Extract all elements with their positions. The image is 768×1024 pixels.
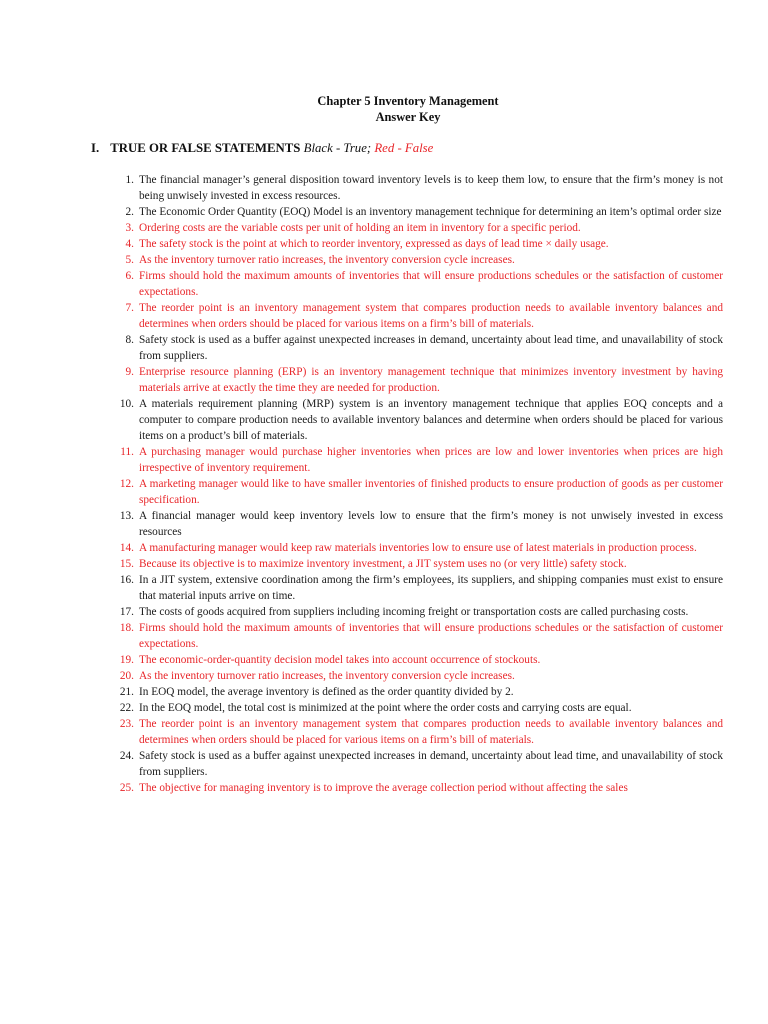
statement-text: As the inventory turnover ratio increases, the inventory conversion cycle increases. — [139, 670, 515, 682]
statement-text: The costs of goods acquired from suppliers including incoming freight or transportation costs are called purchasing costs. — [139, 606, 689, 618]
statement-item — [112, 572, 723, 604]
statement-text: As the inventory turnover ratio increases, the inventory conversion cycle increases. — [139, 254, 515, 266]
statement-text: In EOQ model, the average inventory is defined as the order quantity divided by 2. — [139, 686, 514, 698]
statement-item — [112, 508, 723, 540]
statement-item — [112, 268, 723, 300]
statement-number: 25. — [119, 782, 134, 794]
statement-number: 1. — [125, 174, 134, 186]
statement-item — [112, 476, 723, 508]
statement-text: Safety stock is used as a buffer against unexpected increases in demand, uncertainty about lead time, and unavailability of stock from suppliers. — [139, 750, 723, 778]
section-number: I. — [91, 141, 100, 155]
statement-number: 2. — [125, 206, 134, 218]
statement-text: Firms should hold the maximum amounts of inventories that will ensure productions schedules or the satisfaction of customer expectations. — [139, 270, 723, 298]
statement-item — [112, 652, 723, 668]
statement-text: In the EOQ model, the total cost is minimized at the point where the order costs and carrying costs are equal. — [139, 702, 632, 714]
statement-number: 11. — [120, 446, 134, 458]
statement-item — [112, 604, 723, 620]
statement-number: 20. — [119, 670, 134, 682]
statement-text: A marketing manager would like to have smaller inventories of finished products to ensure production of goods as per customer specification. — [139, 478, 723, 506]
statement-item — [112, 332, 723, 364]
section-title: TRUE OR FALSE STATEMENTS — [110, 141, 301, 155]
statement-text: The reorder point is an inventory management system that compares production needs to available inventory balances and determines when orders should be placed for various items on a firm’s bill of materials. — [139, 302, 723, 330]
statement-number: 12. — [119, 478, 134, 490]
statement-number: 9. — [125, 366, 134, 378]
statement-text: The objective for managing inventory is to improve the average collection period without affecting the sales — [139, 782, 628, 794]
document-title: Chapter 5 Inventory Management — [317, 94, 499, 108]
statement-number: 8. — [125, 334, 134, 346]
section-heading — [91, 140, 433, 156]
statement-number: 4. — [125, 238, 134, 250]
statement-text: The safety stock is the point at which to reorder inventory, expressed as days of lead time × daily usage. — [139, 238, 609, 250]
statement-item — [112, 748, 723, 780]
statement-item — [112, 540, 723, 556]
statement-item — [112, 236, 723, 252]
document-subtitle: Answer Key — [375, 110, 441, 124]
statement-text: In a JIT system, extensive coordination among the firm’s employees, its suppliers, and shipping companies must exist to ensure that material inputs arrive on time. — [139, 574, 723, 602]
statement-number: 6. — [125, 270, 134, 282]
statement-item — [112, 668, 723, 684]
statement-number: 14. — [119, 542, 134, 554]
statement-text: The financial manager’s general disposition toward inventory levels is to keep them low, to ensure that the firm’s money is not being unwisely invested in excess resources. — [139, 174, 723, 202]
statement-number: 15. — [119, 558, 134, 570]
statement-item — [112, 684, 723, 700]
statement-item — [112, 172, 723, 204]
statement-item — [112, 364, 723, 396]
statement-text: Safety stock is used as a buffer against unexpected increases in demand, uncertainty about lead time, and unavailability of stock from suppliers. — [139, 334, 723, 362]
statement-text: A manufacturing manager would keep raw materials inventories low to ensure use of latest materials in production process. — [139, 542, 697, 554]
statement-item — [112, 700, 723, 716]
statement-item — [112, 556, 723, 572]
statement-number: 16. — [119, 574, 134, 586]
statement-number: 24. — [119, 750, 134, 762]
statement-item — [112, 220, 723, 236]
statement-item — [112, 716, 723, 748]
statement-number: 17. — [119, 606, 134, 618]
statement-number: 23. — [119, 718, 134, 730]
statement-number: 18. — [119, 622, 134, 634]
statement-number: 7. — [125, 302, 134, 314]
statement-item — [112, 396, 723, 444]
statement-item — [112, 620, 723, 652]
statement-item — [112, 204, 723, 220]
statement-text: A materials requirement planning (MRP) system is an inventory management technique that applies EOQ concepts and a computer to compare production needs to available inventory balances and determine when orders should be placed for various items on a product’s bill of materials. — [139, 398, 723, 442]
statement-number: 22. — [119, 702, 134, 714]
statement-number: 21. — [119, 686, 134, 698]
statement-number: 5. — [125, 254, 134, 266]
statement-number: 10. — [119, 398, 134, 410]
statement-item — [112, 300, 723, 332]
statement-number: 13. — [119, 510, 134, 522]
statement-text: The reorder point is an inventory management system that compares production needs to available inventory balances and determines when orders should be placed for various items on a firm’s bill of materials. — [139, 718, 723, 746]
statement-number: 3. — [125, 222, 134, 234]
statement-text: Ordering costs are the variable costs per unit of holding an item in inventory for a specific period. — [139, 222, 581, 234]
statement-number: 19. — [119, 654, 134, 666]
statement-item — [112, 252, 723, 268]
statement-text: A financial manager would keep inventory levels low to ensure that the firm’s money is not unwisely invested in excess resources — [139, 510, 723, 538]
legend-false: Red - False — [374, 141, 434, 155]
statement-item — [112, 444, 723, 476]
statement-item — [112, 780, 723, 796]
statement-text: Firms should hold the maximum amounts of inventories that will ensure productions schedules or the satisfaction of customer expectations. — [139, 622, 723, 650]
legend-true: Black - True; — [303, 141, 372, 155]
statement-text: The Economic Order Quantity (EOQ) Model is an inventory management technique for determining an item’s optimal order size — [139, 206, 722, 218]
statement-text: Enterprise resource planning (ERP) is an inventory management technique that minimizes inventory investment by having materials arrive at exactly the time they are needed for production. — [139, 366, 723, 394]
statement-text: The economic-order-quantity decision model takes into account occurrence of stockouts. — [139, 654, 541, 666]
statement-text: A purchasing manager would purchase higher inventories when prices are low and lower inventories when prices are high irrespective of inventory requirement. — [139, 446, 723, 474]
title-block — [0, 93, 768, 125]
statement-list — [112, 172, 723, 796]
statement-text: Because its objective is to maximize inventory investment, a JIT system uses no (or very little) safety stock. — [139, 558, 627, 570]
